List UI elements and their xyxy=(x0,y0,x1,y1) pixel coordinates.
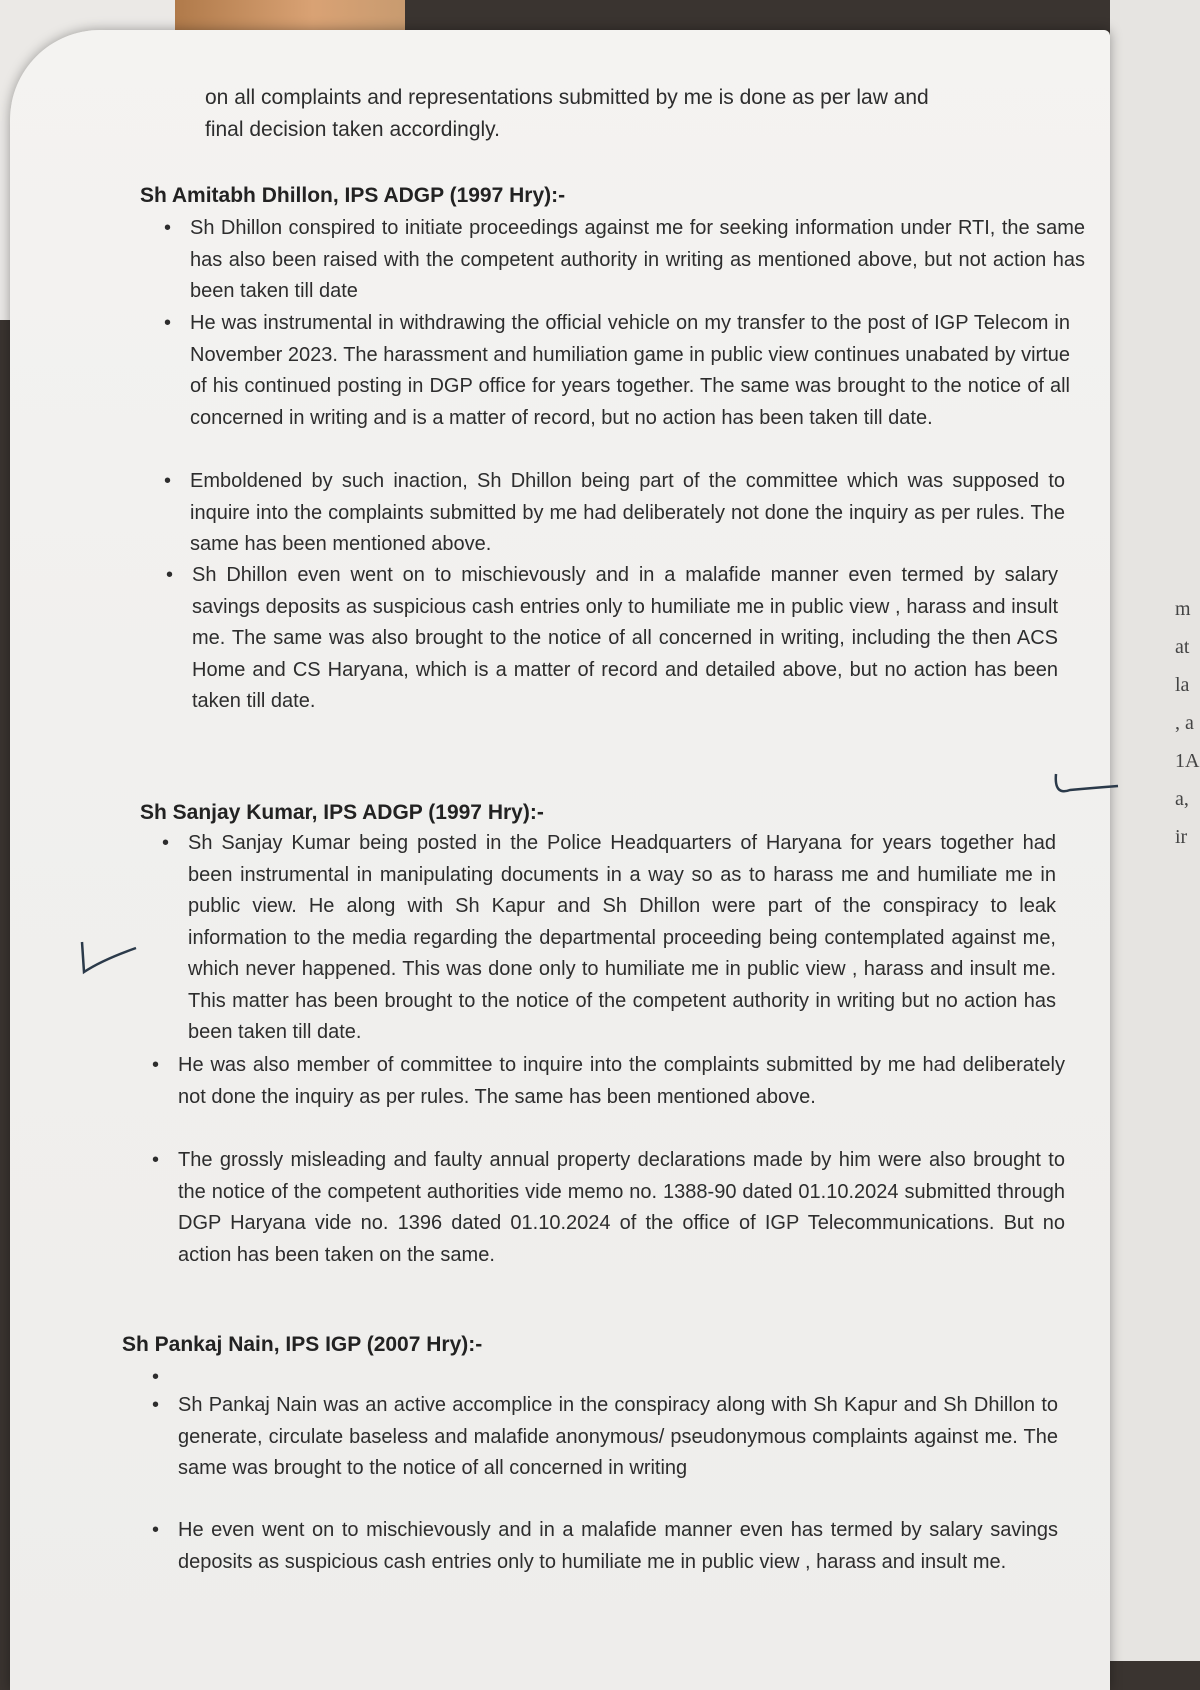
bullet-nain-1: • Sh Pankaj Nain was an active accomplice in the conspiracy along with Sh Kapur and Sh Dhillon to generate, circulate baseless and malafide anonymous/ pseudonymous complaints against me. The same was brought to the notice of all concerned in writing xyxy=(178,1390,1058,1485)
section-title-pankaj-nain: Sh Pankaj Nain, IPS IGP (2007 Hry):- xyxy=(122,1333,483,1356)
bullet-nain-empty xyxy=(178,1362,1058,1390)
bullet-dhillon-2: • He was instrumental in withdrawing the official vehicle on my transfer to the post of IGP Telecom in November 2023. The harassment and humiliation game in public view continues unabated by virtue of his continued posting in DGP office for years together. The same was brought to the notice of all concerned in writing and is a matter of record, but no action has been taken till date. xyxy=(190,308,1070,434)
bullet-dhillon-4: • Sh Dhillon even went on to mischievously and in a malafide manner even termed by salary savings deposits as suspicious cash entries only to humiliate me in public view , harass and insult me. The same was also brought to the notice of all concerned in writing, including the then ACS Home and CS Haryana, which is a matter of record and detailed above, but no action has been taken till date. xyxy=(192,560,1058,718)
background-page-text: m at la , a 1A a, ir xyxy=(1175,598,1200,848)
intro-line-1: on all complaints and representations submitted by me is done as per law and xyxy=(205,86,929,109)
handwritten-tick-mark xyxy=(1052,770,1122,800)
intro-line-2: final decision taken accordingly. xyxy=(205,118,500,141)
section-title-sanjay-kumar: Sh Sanjay Kumar, IPS ADGP (1997 Hry):- xyxy=(140,801,544,824)
bullet-kumar-2: • He was also member of committee to inquire into the complaints submitted by me had deliberately not done the inquiry as per rules. The same has been mentioned above. xyxy=(178,1050,1065,1113)
bullet-kumar-3: • The grossly misleading and faulty annual property declarations made by him were also brought to the notice of the competent authorities vide memo no. 1388-90 dated 01.10.2024 submitted through DGP Haryana vide no. 1396 dated 01.10.2024 of the office of IGP Telecommunications. But no action has been taken on the same. xyxy=(178,1145,1065,1271)
handwritten-tick-mark xyxy=(72,938,142,978)
bullet-dhillon-1: • Sh Dhillon conspired to initiate proceedings against me for seeking information under RTI, the same has also been raised with the competent authority in writing as mentioned above, but not action has been taken till date xyxy=(190,213,1085,308)
section-title-dhillon: Sh Amitabh Dhillon, IPS ADGP (1997 Hry):- xyxy=(140,184,566,207)
bullet-nain-2: • He even went on to mischievously and in a malafide manner even has termed by salary savings deposits as suspicious cash entries only to humiliate me in public view , harass and insult me. xyxy=(178,1515,1058,1578)
bullet-dhillon-3: • Emboldened by such inaction, Sh Dhillon being part of the committee which was supposed to inquire into the complaints submitted by me had deliberately not done the inquiry as per rules. The same has been mentioned above. xyxy=(190,466,1065,561)
bullet-kumar-1: • Sh Sanjay Kumar being posted in the Police Headquarters of Haryana for years together had been instrumental in manipulating documents in a way so as to harass me and humiliate me in public view. He along with Sh Kapur and Sh Dhillon were part of the conspiracy to leak information to the media regarding the departmental proceeding being contemplated against me, which never happened. This was done only to humiliate me in public view , harass and insult me. This matter has been brought to the notice of the competent authority in writing but no action has been taken till date. xyxy=(188,828,1056,1049)
